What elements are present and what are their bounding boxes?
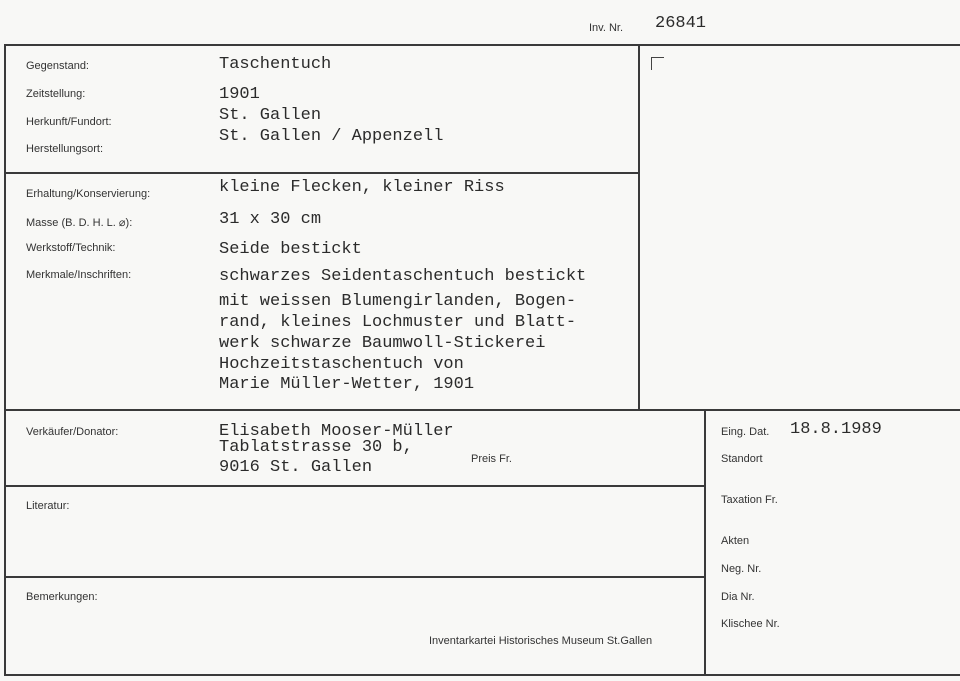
value-werkstoff: Seide bestickt [219, 240, 362, 259]
rule-section-1 [4, 172, 638, 174]
rule-section-4 [4, 576, 704, 578]
rule-section-3 [4, 485, 704, 487]
value-merkmale-line-2: mit weissen Blumengirlanden, Bogen- [219, 292, 577, 311]
label-preis: Preis Fr. [471, 453, 512, 465]
inv-nr-value: 26841 [655, 14, 707, 33]
label-neg-nr: Neg. Nr. [721, 563, 762, 575]
label-erhaltung: Erhaltung/Konservierung: [26, 188, 151, 200]
label-standort: Standort [721, 453, 763, 465]
label-gegenstand: Gegenstand: [26, 60, 89, 72]
label-literatur: Literatur: [26, 500, 70, 512]
rule-left [4, 44, 6, 675]
label-verkaeufer: Verkäufer/Donator: [26, 426, 119, 438]
value-gegenstand: Taschentuch [219, 55, 332, 74]
label-herkunft: Herkunft/Fundort: [26, 116, 112, 128]
value-verkaeufer-line-1: Elisabeth Mooser-Müller [219, 422, 454, 441]
value-eing-dat: 18.8.1989 [790, 420, 882, 439]
value-merkmale-line-1: schwarzes Seidentaschentuch bestickt [219, 267, 587, 286]
value-herkunft: St. Gallen [219, 106, 322, 125]
photo-corner-mark [651, 57, 664, 70]
label-merkmale: Merkmale/Inschriften: [26, 269, 132, 281]
label-werkstoff: Werkstoff/Technik: [26, 242, 116, 254]
value-zeitstellung: 1901 [219, 85, 260, 104]
label-dia-nr: Dia Nr. [721, 591, 755, 603]
value-erhaltung: kleine Flecken, kleiner Riss [219, 178, 505, 197]
label-herstellungsort: Herstellungsort: [26, 143, 104, 155]
label-zeitstellung: Zeitstellung: [26, 88, 86, 100]
rule-top [4, 44, 960, 46]
rule-bottom [4, 674, 960, 676]
label-bemerkungen: Bemerkungen: [26, 591, 98, 603]
value-herstellungsort: St. Gallen / Appenzell [219, 127, 444, 146]
footer-institution: Inventarkartei Historisches Museum St.Gallen [429, 635, 653, 647]
label-taxation: Taxation Fr. [721, 494, 778, 506]
rule-vertical-lower [704, 409, 706, 675]
inv-nr-label: Inv. Nr. [589, 22, 624, 34]
rule-vertical-upper [638, 44, 640, 410]
label-eing-dat: Eing. Dat. [721, 426, 770, 438]
value-verkaeufer-line-2: Tablatstrasse 30 b, [219, 438, 413, 457]
value-merkmale-line-4: werk schwarze Baumwoll-Stickerei [219, 334, 546, 353]
value-merkmale-line-6: Marie Müller-Wetter, 1901 [219, 375, 475, 394]
value-masse: 31 x 30 cm [219, 210, 322, 229]
value-merkmale-line-5: Hochzeitstaschentuch von [219, 355, 464, 374]
value-verkaeufer-line-3: 9016 St. Gallen [219, 458, 373, 477]
label-klischee-nr: Klischee Nr. [721, 618, 780, 630]
value-merkmale-line-3: rand, kleines Lochmuster und Blatt- [219, 313, 577, 332]
label-masse: Masse (B. D. H. L. ⌀): [26, 217, 133, 229]
label-akten: Akten [721, 535, 750, 547]
rule-section-2 [4, 409, 960, 411]
